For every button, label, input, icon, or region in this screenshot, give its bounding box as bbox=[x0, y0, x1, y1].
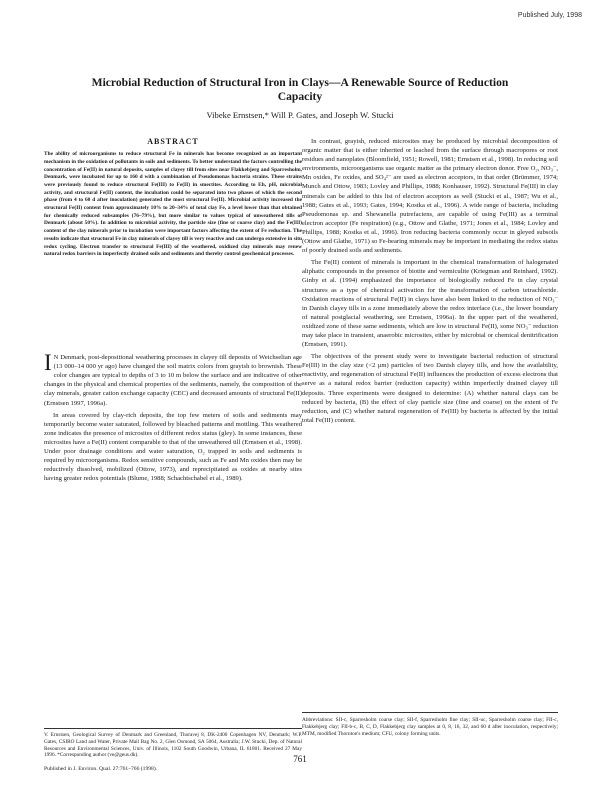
body-paragraph bbox=[44, 353, 302, 408]
drop-cap: I bbox=[44, 353, 52, 376]
page-number: 761 bbox=[293, 754, 307, 764]
right-column bbox=[302, 137, 558, 737]
body-paragraph: The objectives of the present study were to investigate bacterial reduction of structural Fe(III) in the clay size (<2 μm) particles of two Danish clayey tills, and how the availability, reactivity, and regeneration of structural Fe(II) influences the production of excess electrons that serve as a natural redox barrier (reduction capacity) within imperfectly drained clayey till deposits. Three experiments were designed to determine: (A) whether natural clays can be reduced by bacteria, (B) the effect of clay particle size (fine and coarse) on the extent of Fe reduction, and (C) whether natural regeneration of Fe(III) by bacteria is affected by the initial total Fe(III) content. bbox=[302, 353, 558, 424]
body-paragraph: In areas covered by clay-rich deposits, the top few meters of soils and sediments may temporarily become water saturated, followed by bleached patterns and mottling. This weathered zone indicates the presence of microsites of different redox status (gley). In some instances, these microsites have a Fe(II) content comparable to that of the unweathered till (Ernstsen et al., 1998). Under poor drainage conditions and water saturation, O₂ trapped in soils and sediments is required by microorganisms. Redox sensitive compounds, such as Fe and Mn oxides then may be reductively dissolved, mobilized (Ottow, 1973), and reprecipitated as oxides at nearby sites having greater redox potentials (Blume, 1988; Schachtschabel et al., 1989). bbox=[44, 411, 302, 483]
abbreviation-divider bbox=[302, 712, 558, 713]
abstract-text: The ability of microorganisms to reduce structural Fe in minerals has become recognized as an important mechanism in the oxidation of pollutants in soils and sediments. To better understand the factors controlling the concentration of Fe(II) in natural deposits, samples of clayey till from sites near Flakkebjerg and Sparresholm, Denmark, were incubated for up to 160 d with a combination of Pseudomonas bacteria strains. These strains were previously found to reduce structural Fe(III) to Fe(II) in smectites. According to Eh, pH, microbial activity, and structural Fe(II) content, the incubation could be separated into two phases of which the second phase (from 4 to 60 d after inoculation) generated the most structural Fe(II). Microbial activity increased the structural Fe(II) content from approximately 10% to 20–34% of total clay Fe, a level lower than that obtained for chemically reduced subsamples (76–79%), but more similar to values typical of unweathered tills of Denmark (about 50%). In addition to microbial activity, the particle size (fine or coarse clay) and the Fe(III) content of the clay minerals prior to incubation were important factors affecting the extent of Fe reduction. The results indicate that structural Fe in clay minerals of clayey till is very reactive and can undergo extensive in situ redox cycling. Electron transfer to structural Fe(III) of the weathered, oxidized clay minerals may renew natural redox barriers in imperfectly drained soils and sediments and thereby control geochemical processes. bbox=[44, 151, 302, 258]
publication-date: Published July, 1998 bbox=[517, 12, 582, 19]
abstract-heading: ABSTRACT bbox=[147, 137, 199, 146]
right-body bbox=[302, 137, 558, 707]
author-list: Vibeke Ernstsen,* Will P. Gates, and Joseph W. Stucki bbox=[206, 110, 394, 120]
footnote-divider bbox=[44, 728, 302, 729]
paragraph-text: N Denmark, post-depositional weathering processes in clayey till deposits of Weichselian age (13 000–14 000 yr ago) have changed the soil matrix colors from grayish to brownish. These color changes are typical to depths of 3 to 10 m below the surface and are indicative of other changes in the physical and chemical properties of the sediments, namely, the composition of the clay minerals, greater cation exchange capacity (CEC) and decreased amounts of structural Fe(II) (Ernstsen 1997, 1996a). bbox=[44, 354, 302, 407]
body-paragraph: The Fe(II) content of minerals is important in the chemical transformation of halogenated aliphatic compounds in the presence of biotite and vermiculite (Kriegman and Reinhard, 1992). Ginby et al. (1994) emphasized the importance of biologically reduced Fe in clay crystal structures as a type of chemical activation for the transformation of carbon tetrachloride. Oxidation reactions of structural Fe(II) in clays have also been linked to the reduction of NO₃⁻ in Danish clayey tills in a zone immediately above the redox interface (i.e., the lower boundary of natural postglacial weathering, see Ernstsen, 1996a). In the upper part of the weathered, oxidized zone of these same sediments, which are low in structural Fe(II), some NO₃⁻ reduction may take place in transient, anaerobic microsites, either by microbial or chemical denitrification (Ernstsen, 1991). bbox=[302, 259, 558, 349]
left-column bbox=[44, 137, 302, 774]
body-paragraph: In contrast, grayish, reduced microsites may be produced by microbial decomposition of organic matter that is either inherited or leached from the surface through macropores or root residues and nanoplates (Bloomfield, 1951; Rowell, 1981; Ernstsen et al., 1998). In reducing soil environments, microorganisms use organic matter as the primary electron donor. Free O₂, NO₃⁻, Mn oxides, Fe oxides, and SO₄²⁻ are used as electron acceptors, in that order (Brümmer, 1974; Munch and Ottow, 1983; Lovley and Phillips, 1988; Konhauser, 1992). Structural Fe(III) in clay minerals can be added to this list of electron acceptors as well (Stucki et al., 1987; Wu et al., 1988; Gates et al., 1993; Gates, 1994; Kostka et al., 1996). A wide range of bacteria, including Pseudomonas sp. and Shewanella putrefaciens, are capable of using Fe(III) as a terminal electron acceptor (Fe respiration) (e.g., Ottow and Glathe, 1971; Jones et al., 1984; Lovley and Phillips, 1988; Kostka et al., 1996). Iron reducing bacteria commonly occur in gleyed subsoils (Ottow and Glathe, 1971) so Fe-bearing minerals may be important in mediating the redox status of poorly drained soils and sediments. bbox=[302, 138, 558, 255]
journal-citation: Published in J. Environ. Qual. 27:761–766 (1998). bbox=[44, 766, 158, 773]
author-footnote: V. Ernstsen, Geological Survey of Denmark and Greenland, Thoravej 8, DK-2400 Copenhagen NV, Denmark; W.P. Gates, CSIRO Land and Water, Private Mail Bag No. 2, Glen Osmond, SA 5064, Australia; J.W. Stucki, Dep. of Natural Resources and Environmental Sciences, Univ. of Illinois, 1102 South Goodwin, Urbana, IL 61801. Received 27 May 1996. *Corresponding author (ve@geus.dk). bbox=[44, 732, 302, 759]
abbreviations-note: Abbreviations: SII-c, Sparresholm coarse clay; SII-f, Sparresholm fine clay; SII-uc, Sparresholm coarse clay; FII-c, Flakkebjerg clay; FII-b-c, B, C, D, Flakkebjerg clay samples at 0, 8, 16, 32, and 60 d after inoculation, respectively; MTM, modified Thornton's medium; CFU, colony forming units. bbox=[302, 717, 558, 737]
left-body bbox=[44, 353, 302, 723]
paper-title: Microbial Reduction of Structural Iron in Clays—A Renewable Source of Reduction Capacity bbox=[91, 76, 509, 103]
